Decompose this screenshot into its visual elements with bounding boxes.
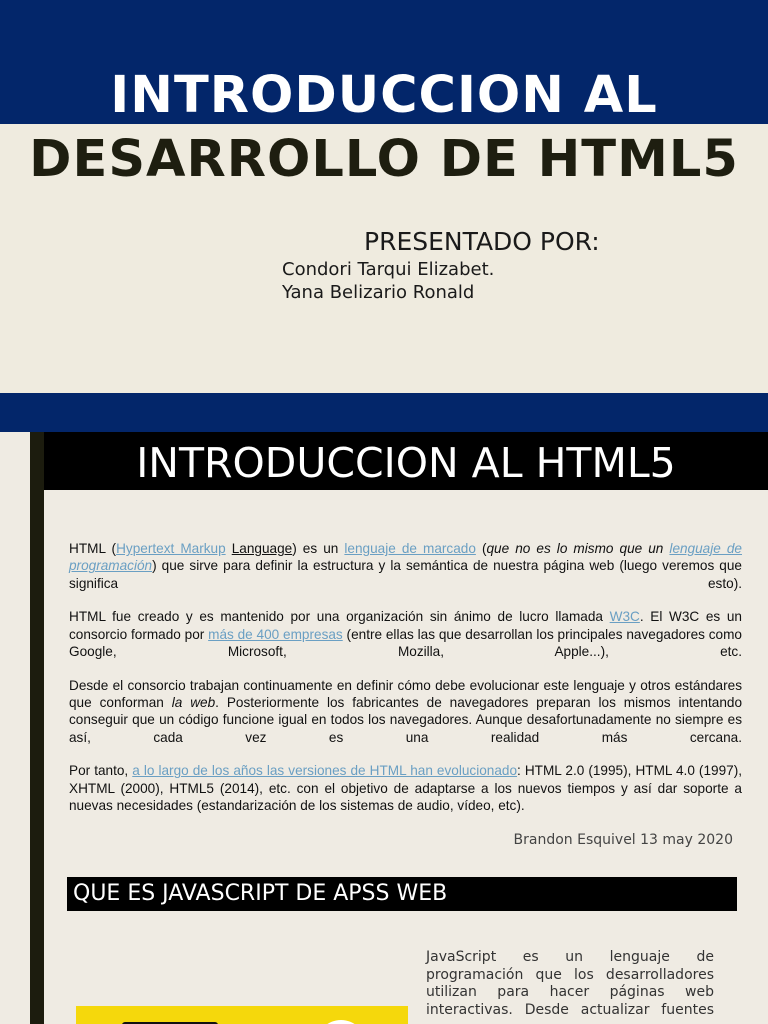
bottom-navy-band [0,393,768,432]
html-versions-link[interactable]: a lo largo de los años las versiones de HTML han evolucionado [132,763,518,779]
title-slide [0,0,768,432]
text: HTML fue creado y es mantenido por una organización sin ánimo de lucro llamada [69,609,610,625]
javascript-slide [0,865,768,1024]
slide-heading: INTRODUCCION AL HTML5 [136,439,676,487]
text: Por tanto, [69,763,133,779]
slide-title [0,64,768,192]
text: HTML ( [69,541,117,556]
slide-title-line1: INTRODUCCION AL [110,66,658,125]
text: : HTML 2.0 (1995), HTML 4.0 (1997), XHTML (2000), HTML5 (2014), etc. con el objetivo de adaptarse a los nuevos tiempos y así dar soporte a nuevas necesidades (estandarización de los sistemas de audio, vídeo, etc). [69,763,742,814]
javascript-description: JavaScript es un lenguaje de programación que los desarrolladores utilizan para hacer páginas web interactivas. Desde actualizar fuentes [426,949,714,1018]
image-white-circle [316,1020,366,1024]
hypertext-markup-link[interactable]: Hypertext Markup [116,541,226,556]
paragraph [69,677,742,746]
article-body [69,540,742,831]
paragraph [69,608,742,660]
markup-language-link[interactable]: lenguaje de marcado [344,541,476,556]
text: Desde el consorcio trabajan continuamente en definir cómo debe evolucionar este lenguaje y otros estándares que conforman [69,677,742,711]
text: . Posteriormente los fabricantes de navegadores preparan los mismos intentando conseguir que un código funcione igual en todos los navegadores. Aunque desafortunadamente no siempre es así, cada vez es una realidad más cercana. [69,695,743,745]
text: ) que sirve para definir la estructura y la semántica de nuestra página web (luego veremos que significa esto). [69,558,742,591]
w3c-link[interactable]: W3C [609,609,640,625]
html5-intro-slide [0,432,768,865]
text: (entre ellas las que desarrollan los principales navegadores como Google, Microsoft, Mozilla, Apple...), etc. [69,626,742,659]
author-credit: Brandon Esquivel 13 may 2020 [513,832,733,848]
programming-language-link[interactable]: lenguaje de programación [69,541,742,574]
text: ) es un [292,541,345,556]
slide-title-line2: DESARROLLO DE HTML5 [29,130,739,189]
language-underlined: Language [231,541,293,556]
text: . El W3C es un consorcio formado por [69,609,742,642]
javascript-logo-image [76,1006,408,1024]
paragraph [69,762,742,814]
author-name: Yana Belizario Ronald [282,282,475,303]
slide-heading: QUE ES JAVASCRIPT DE APSS WEB [73,881,448,906]
author-name: Condori Tarqui Elizabet. [282,259,495,280]
text: ( [475,541,487,556]
emphasis-text: que no es lo mismo que un [486,541,670,556]
paragraph [69,540,742,592]
companies-link[interactable]: más de 400 empresas [208,626,343,642]
emphasis-text: la web [171,695,216,711]
left-accent-bar [30,865,44,1024]
left-accent-bar [30,432,44,865]
presented-by-label: PRESENTADO POR: [364,227,600,256]
